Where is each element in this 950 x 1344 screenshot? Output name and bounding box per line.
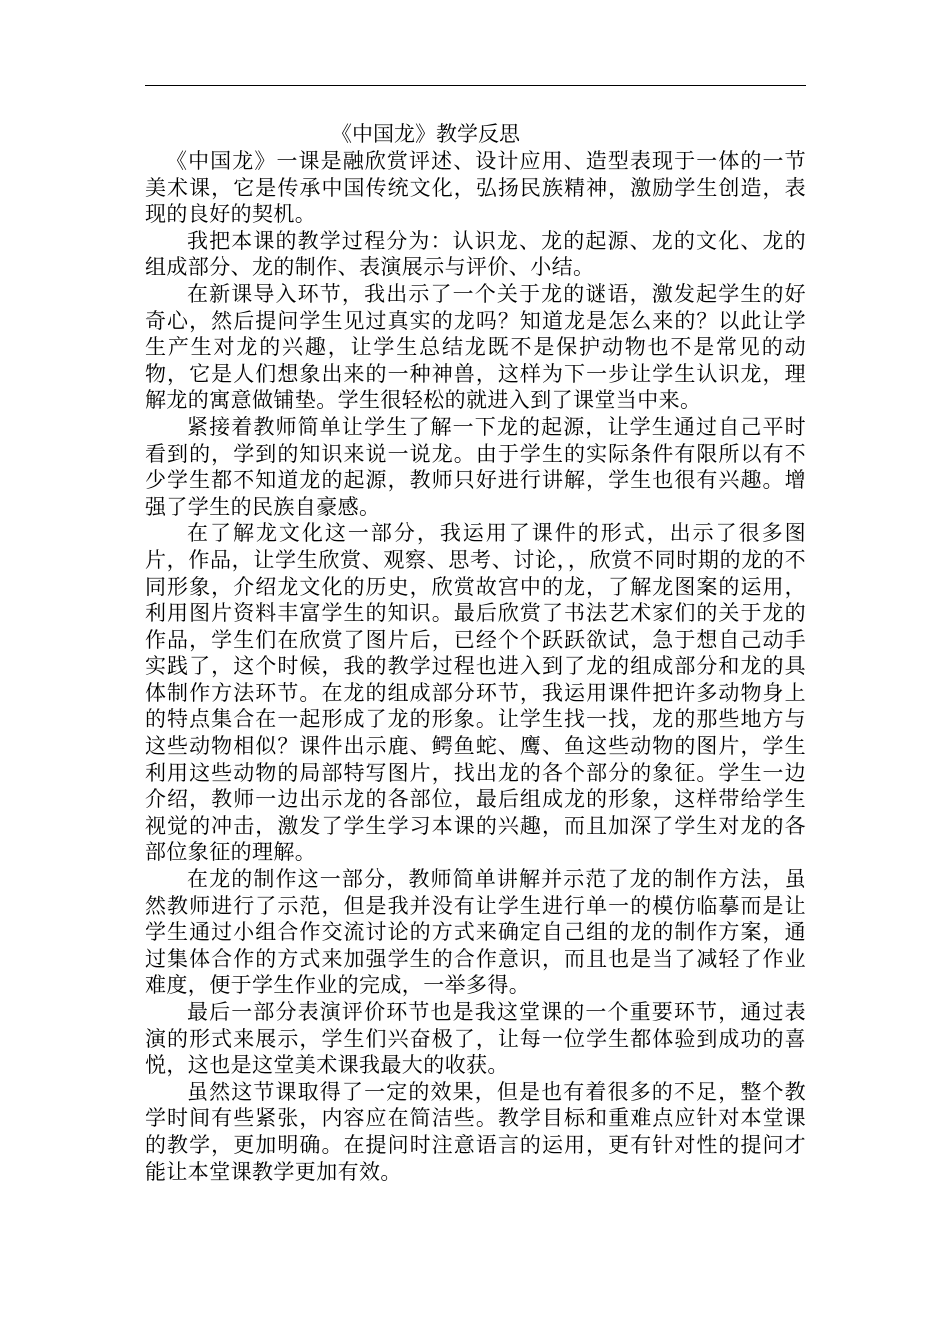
paragraph-process: 我把本课的教学过程分为：认识龙、龙的起源、龙的文化、龙的组成部分、龙的制作、表演展示与评价、小结。 bbox=[145, 228, 806, 280]
document-title: 《中国龙》教学反思 bbox=[331, 122, 520, 146]
paragraph-origin: 紧接着教师简单让学生了解一下龙的起源，让学生通过自己平时看到的，学到的知识来说一说龙。由于学生的实际条件有限所以有不少学生都不知道龙的起源，教师只好进行讲解，学生也很有兴趣。增强了学生的民族自豪感。 bbox=[145, 414, 806, 519]
header-rule bbox=[145, 85, 806, 86]
paragraph-reflection: 虽然这节课取得了一定的效果，但是也有着很多的不足，整个教学时间有些紧张，内容应在简洁些。教学目标和重难点应针对本堂课的教学，更加明确。在提问时注意语言的运用，更有针对性的提问才能让本堂课教学更加有效。 bbox=[145, 1079, 806, 1184]
paragraph-performance: 最后一部分表演评价环节也是我这堂课的一个重要环节，通过表演的形式来展示，学生们兴奋极了，让每一位学生都体验到成功的喜悦，这也是这堂美术课我最大的收获。 bbox=[145, 1000, 806, 1078]
paragraph-intro: 《中国龙》一课是融欣赏评述、设计应用、造型表现于一体的一节美术课，它是传承中国传统文化，弘扬民族精神，激励学生创造，表现的良好的契机。 bbox=[145, 149, 806, 227]
paragraph-making: 在龙的制作这一部分，教师简单讲解并示范了龙的制作方法，虽然教师进行了示范，但是我并没有让学生进行单一的模仿临摹而是让学生通过小组合作交流讨论的方式来确定自己组的龙的制作方案，通过集体合作的方式来加强学生的合作意识，而且也是当了减轻了作业难度，便于学生作业的完成，一举多得。 bbox=[145, 867, 806, 998]
paragraph-introduction-stage: 在新课导入环节，我出示了一个关于龙的谜语，激发起学生的好奇心，然后提问学生见过真实的龙吗？知道龙是怎么来的？以此让学生产生对龙的兴趣，让学生总结龙既不是保护动物也不是常见的动物，它是人们想象出来的一种神兽，这样为下一步让学生认识龙，理解龙的寓意做铺垫。学生很轻松的就进入到了课堂当中来。 bbox=[145, 281, 806, 413]
paragraph-culture: 在了解龙文化这一部分，我运用了课件的形式，出示了很多图片，作品，让学生欣赏、观察、思考、讨论，，欣赏不同时期的龙的不同形象，介绍龙文化的历史，欣赏故宫中的龙，了解龙图案的运用，利用图片资料丰富学生的知识。最后欣赏了书法艺术家们的关于龙的作品，学生们在欣赏了图片后，已经个个跃跃欲试，急于想自己动手实践了，这个时候，我的教学过程也进入到了龙的组成部分和龙的具体制作方法环节。在龙的组成部分环节，我运用课件把许多动物身上的特点集合在一起形成了龙的形象。让学生找一找，龙的那些地方与这些动物相似？课件出示鹿、鳄鱼蛇、鹰、鱼这些动物的图片，学生利用这些动物的局部特写图片，找出龙的各个部分的象征。学生一边介绍，教师一边出示龙的各部位，最后组成龙的形象，这样带给学生视觉的冲击，激发了学生学习本课的兴趣，而且加深了学生对龙的各部位象征的理解。 bbox=[145, 521, 806, 865]
document-body bbox=[145, 120, 806, 1185]
